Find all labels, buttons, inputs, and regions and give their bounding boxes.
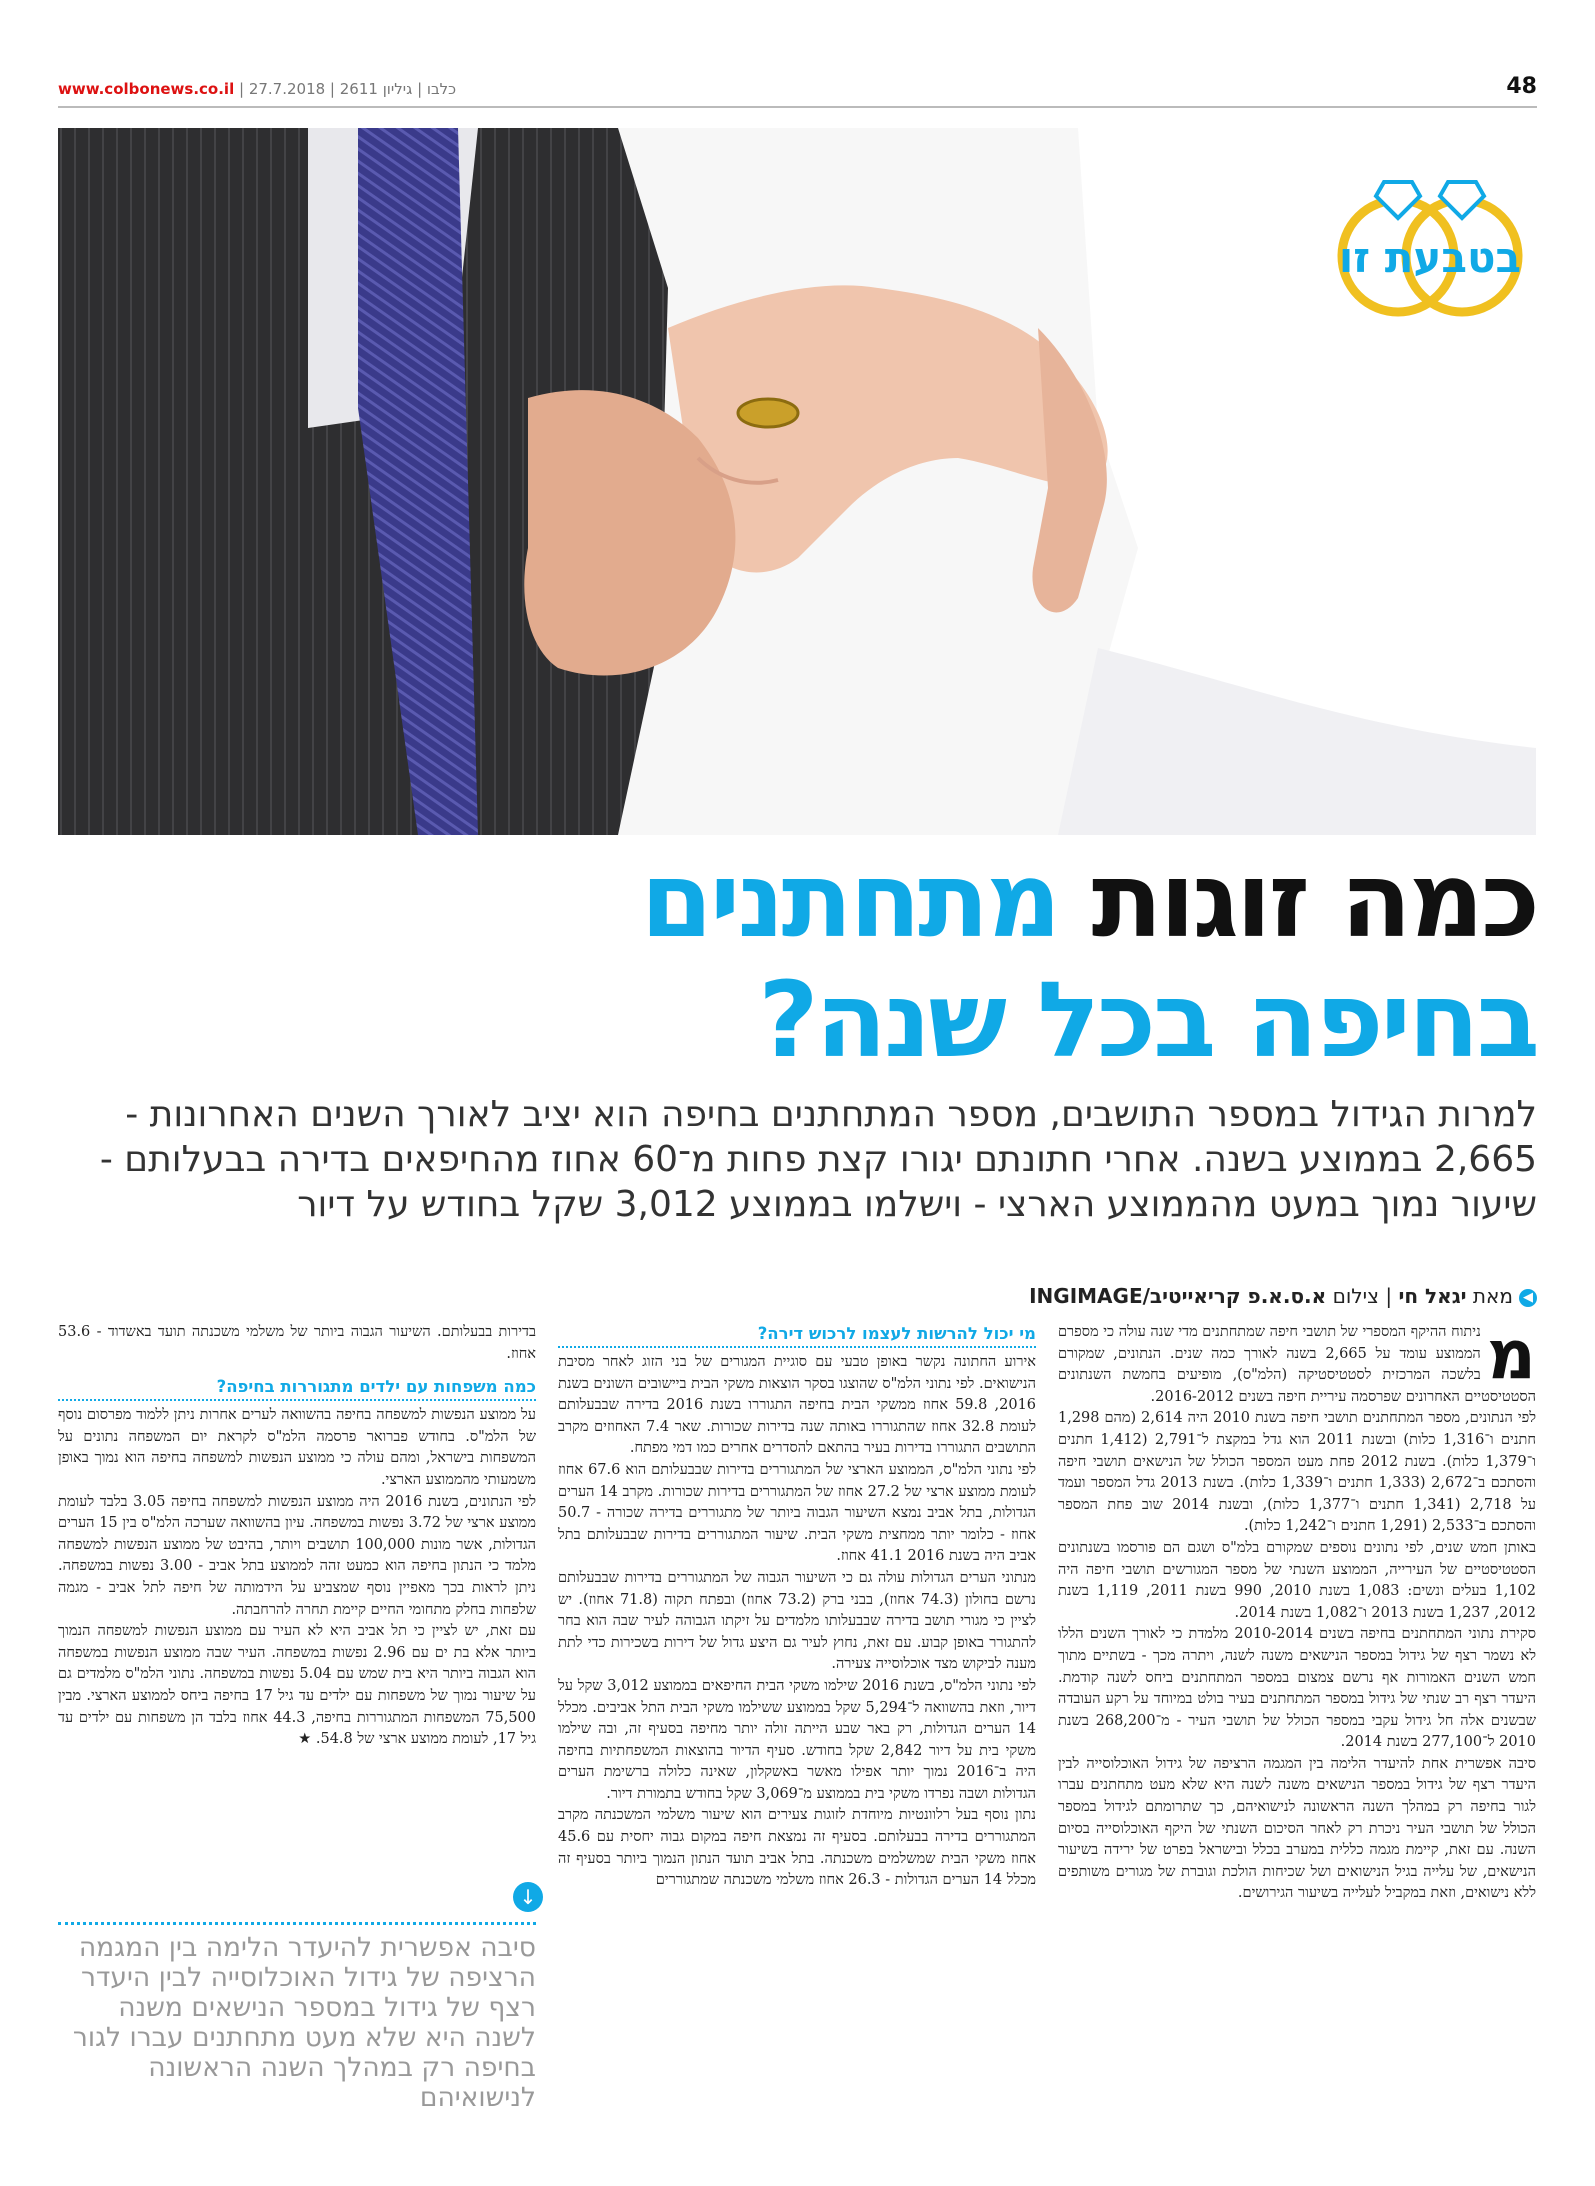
- byline-author: יגאל חי: [1398, 1284, 1467, 1308]
- paragraph: לפי נתוני הלמ"ס, בשנת 2016 שילמו משקי הבית החיפאים בממוצע 3,012 שקל על דיור, וזאת בהשוואה ל־5,294 שקל בממוצע ששילמו משקי הבית התל אביבים. מכלל 14 הערים הגדולות, רק באר שבע הייתה זולה יותר מחיפה בסעיף זה, ובה שילמו משקי בית על דיור 2,842 שקל בחודש. סעיף הדיור בהוצאות המשפחתיות בחיפה היה ב־2016 נמוך יותר אפילו מאשר באשקלון, שאינה כלולה ברשימת הערים הגדולות ושבה נפרדו משקי בית בממוצע מ־3,069 שקל בחודש בתמורת דיור.: [558, 1677, 1037, 1802]
- paragraph: סקירת נתוני המתחתנים בחיפה בשנים 2010-2014 מלמדת כי לאורך השנים הללו לא נשמר רצף של גידול במספר הנישאים משנה לשנה, ויתרה מכך - בשתיים מתוך חמש השנים האמורות אף נרשם צמצום במספר המתחתנים ביחס לשנה קודמת. היעדר רצף רב שנתי של גידול במספר המתחתנים בעיר בולט במיוחד על רקע העובדה שבשנים אלה חל גידול עקבי במספר הכולל של תושבי העיר - מ־268,200 בשנת 2010 ל־277,100 בשנת 2014.: [1058, 1626, 1536, 1751]
- paragraph: באותן חמש שנים, לפי נתונים נוספים שמקורם בלמ"ס ושגם הם פורסמו בשנתונים הסטטיסטיים של העירייה, הממוצע השנתי של מספר המגורשים תושבי חיפה היה 1,102 בעלים ונשים: 1,083 בשנת 2010, 990 בשנת 2011, 1,119 בשנת 2012, 1,237 בשנת 2013 ו־1,082 בשנת 2014.: [1058, 1539, 1537, 1621]
- masthead-line: [58, 80, 456, 98]
- paragraph: עם זאת, יש לציין כי תל אביב היא לא העיר עם ממוצע הנפשות למשפחה הנמוך ביותר אלא בת ים עם 2.96 נפשות במשפחה. העיר שבה ממוצע הנפשות במשפחה הוא הגבוה ביותר היא בית שמש עם 5.04 נפשות במשפחה. נתוני הלמ"ס מלמדים גם על שיעור נמוך של משפחות עם ילדים עד גיל 17 בחיפה ביחס לממוצע הארצי. מבין 75,500 המשפחות המתגוררות בחיפה, 44.3 אחוז בלבד הן משפחות עם ילדים עד גיל 17, לעומת ממוצע ארצי של 54.8. ★: [58, 1623, 537, 1748]
- paragraph: סיבה אפשרית אחת להיעדר הלימה בין המגמה הרציפה של גידול האוכלוסייה לבין היעדר רצף של גידול במספר הנישאים משנה לשנה היא שלא מעט מתחתנים עברו לגור בחיפה רק במהלך השנה הראשונה לנישואיהם, כך שתרומתם לגידול במספר הכולל של תושבי העיר ניכרת רק לאחר הסיכום השנתי של היקף האוכלוסייה בסיום השנה. עם זאת, קיימת מגמה כללית במערב בכלל ובישראל בפרט של ירידה בשיעור הנישאים, של עלייה בגיל הנישואים ושל שכיחות הולכת וגוברת של מגורים משותפים ללא נישואים, וזאת במקביל לעלייה בשיעור הגירושים.: [1058, 1755, 1536, 1902]
- paragraph: בדירות בבעלותם. השיעור הגבוה ביותר של משלמי משכנתה תועד באשדוד - 53.6 אחוז.: [58, 1324, 536, 1362]
- arrow-left-icon: ◀: [1519, 1289, 1537, 1307]
- section-subhead: מי יכול להרשות לעצמו לרכוש דירה?: [558, 1322, 1036, 1348]
- wedding-ring-photo: [58, 128, 1536, 835]
- photo-illustration: [58, 128, 1536, 835]
- headline-blue: מתחתנים: [640, 839, 1059, 961]
- paragraph: על ממוצע הנפשות למשפחה בחיפה בהשוואה לערים אחרות ניתן ללמוד מפרסום נוסף של הלמ"ס. בחודש פברואר פרסמה הלמ"ס לקראת יום המשפחה נתונים על המשפחות בישראל, ומהם עולה כי ממוצע הנפשות למשפחה בחיפה הוא נמוך באופן משמעותי מהממוצע הארצי.: [58, 1407, 536, 1488]
- paragraph: אירוע החתונה נקשר באופן טבעי עם סוגיית המגורים של בני הזוג לאחר מסיבת הנישואים. לפי נתוני הלמ"ס שהוצגו בסקר הוצאות משקי הבית ביישובים השונים בשנת 2016, 59.8 אחוז ממשקי הבית בחיפה התגוררו בשנת 2016 בדירה שבבעלותם לעומת 32.8 אחוז שהתגוררו באותה שנה בדירות שכורות. שאר 7.4 האחוזים מקרב התושבים התגוררו בדירות בעיר בהתאם להסדרים אחרים כמו דמי מפתח.: [558, 1354, 1037, 1457]
- article-column-right: [1058, 1316, 1537, 1905]
- page-header: [58, 72, 1537, 108]
- drop-cap: מ: [1486, 1316, 1536, 1395]
- headline-line-1: [58, 839, 1537, 961]
- headline-black: כמה זוגות: [1091, 839, 1537, 961]
- byline-photo-credit: א.ס.א.פ קריאייטיב/INGIMAGE: [1029, 1284, 1327, 1308]
- article-column-left: [58, 1322, 536, 1751]
- paragraph: לפי הנתונים, בשנת 2016 היה ממוצע הנפשות למשפחה בחיפה 3.05 בלבד לעומת ממוצע ארצי של 3.72 נפשות במשפחה. עיון בהשוואה שערכה הלמ"ס בין 15 הערים הגדולות, אשר מונות 100,000 תושבים ויותר, בהיבט של ממוצע הנפשות למשפחה מלמד כי הנתון בחיפה הוא כמעט זהה לממוצע בתל אביב - 3.00 נפשות במשפחה. ניתן לראות בכך מאפיין נוסף שמצביע על הידמותה של חיפה לתל אביב - מגמה שלפחות בחלק מתחומי החיים קיימת תחרה להרחבתה.: [58, 1493, 537, 1618]
- paragraph: ניתוח ההיקף המספרי של תושבי חיפה שמתחתנים מדי שנה עולה כי מספרם הממוצע עומד על 2,665 בשנה לאורך כמה שנים. הנתונים, שמקורם בלשכה המרכזית לסטטיסטיקה (הלמ"ס), מופיעים בחמשת השנתונים הסטטיסטיים האחרונים שפרסמה עיריית חיפה בשנים 2016-2012.: [1058, 1324, 1536, 1405]
- paragraph: לפי נתוני הלמ"ס, הממוצע הארצי של המתגוררים בדירות שבבעלותם הוא 67.6 אחוז לעומת ממוצע ארצי של 27.2 אחוז של המתגוררים בדירות שכורות. מקרב 14 הערים הגדולות, בתל אביב נמצא השיעור הגבוה ביותר של מתגוררים בדירה שכורה - 50.7 אחוז - כלומר יותר ממחצית משקי הבית. שיעור המתגוררים בדירות שבבעלותם בתל אביב היה בשנת 2016 41.1 אחוז.: [558, 1461, 1036, 1565]
- headline: [58, 839, 1537, 1081]
- paragraph: מנתוני הערים הגדולות עולה גם כי השיעור הגבוה של המתגוררים בדירות שבבעלותם נרשם בחולון (74.3 אחוז), בבני ברק (73.2 אחוז) ובפתח תקוה (71.8 אחוז). יש לציין כי מגורי תושב בדירה שבבעלותו מלמדים על זיקתו הגבוהה לעיר שבה הוא בחר להתגורר באופן קבוע. עם זאת, נחוץ לעיר גם היצע גדול של דירות בשכירות כדי לתת מענה לביקוש מצד אוכלוסייה צעירה.: [558, 1569, 1036, 1673]
- pull-quote: סיבה אפשרית להיעדר הלימה בין המגמה הרציפה של גידול האוכלוסייה לבין היעדר רצף של גידול במספר הנישאים משנה לשנה היא שלא מעט מתחתנים עברו לגור בחיפה רק במהלך השנה הראשונה לנישואיהם: [58, 1922, 536, 2113]
- site-url[interactable]: www.colbonews.co.il: [58, 80, 235, 98]
- logo-text: בטבעת זו: [1338, 233, 1522, 282]
- article-column-middle: [558, 1322, 1036, 1892]
- arrow-down-icon: ↓: [513, 1882, 543, 1912]
- subtitle: למרות הגידול במספר התושבים, מספר המתחתנים בחיפה הוא יציב לאורך השנים האחרונות - 2,665 בממוצע בשנה. אחרי חתונתם יגורו קצת פחות מ־60 אחוז מהחיפאים בדירה בבעלותם - שיעור נמוך במעט מהממוצע הארצי - וישלמו בממוצע 3,012 שקל בחודש על דיור: [99, 1094, 1537, 1225]
- byline-photo-label: צילום: [1332, 1284, 1379, 1308]
- headline-line-2: בחיפה בכל שנה?: [758, 959, 1537, 1081]
- series-logo: [1324, 160, 1536, 325]
- byline-by: מאת: [1472, 1284, 1513, 1308]
- page-number: 48: [1506, 74, 1537, 99]
- section-subhead: כמה משפחות עם ילדים מתגוררות בחיפה?: [58, 1375, 536, 1401]
- byline: ◀מאת יגאל חי | צילום א.ס.א.פ קריאייטיב/INGIMAGE: [58, 1284, 1537, 1308]
- paragraph: נתון נוסף בעל רלוונטיות מיוחדת לזוגות צעירים הוא שיעור משלמי המשכנתה מקרב המתגוררים בדירה בבעלותם. בסעיף זה נמצאת חיפה במקום גבוה יחסית עם 45.6 אחוז משקי הבית שמשלמים משכנתה. בתל אביב תועד הנתון הנמוך ביותר בסעיף זה מכלל 14 הערים הגדולות - 26.3 אחוז משלמי משכנתה שמתגוררים: [558, 1807, 1036, 1889]
- issue-info: | כלבו | גיליון 2611 | 27.7.2018: [234, 80, 457, 98]
- paragraph: לפי הנתונים, מספר המתחתנים תושבי חיפה בשנת 2010 היה 2,614 (מהם 1,298 חתנים ו־1,316 כלות) ובשנת 2011 הוא גדל במקצת ל־2,791 (1,412 חתנים ו־1,379 כלות). בשנת 2012 פחת מעט המספר הכולל של הנישאים תושבי חיפה והסתכם ב־2,672 (1,333 חתנים ו־1,339 כלות). בשנת 2013 גדל המספר ועמד על 2,718 (1,341 חתנים ו־1,377 כלות), ובשנת 2014 שוב פחת המספר והסתכם ב־2,533 (1,291 חתנים ו־1,242 כלות).: [1058, 1410, 1536, 1535]
